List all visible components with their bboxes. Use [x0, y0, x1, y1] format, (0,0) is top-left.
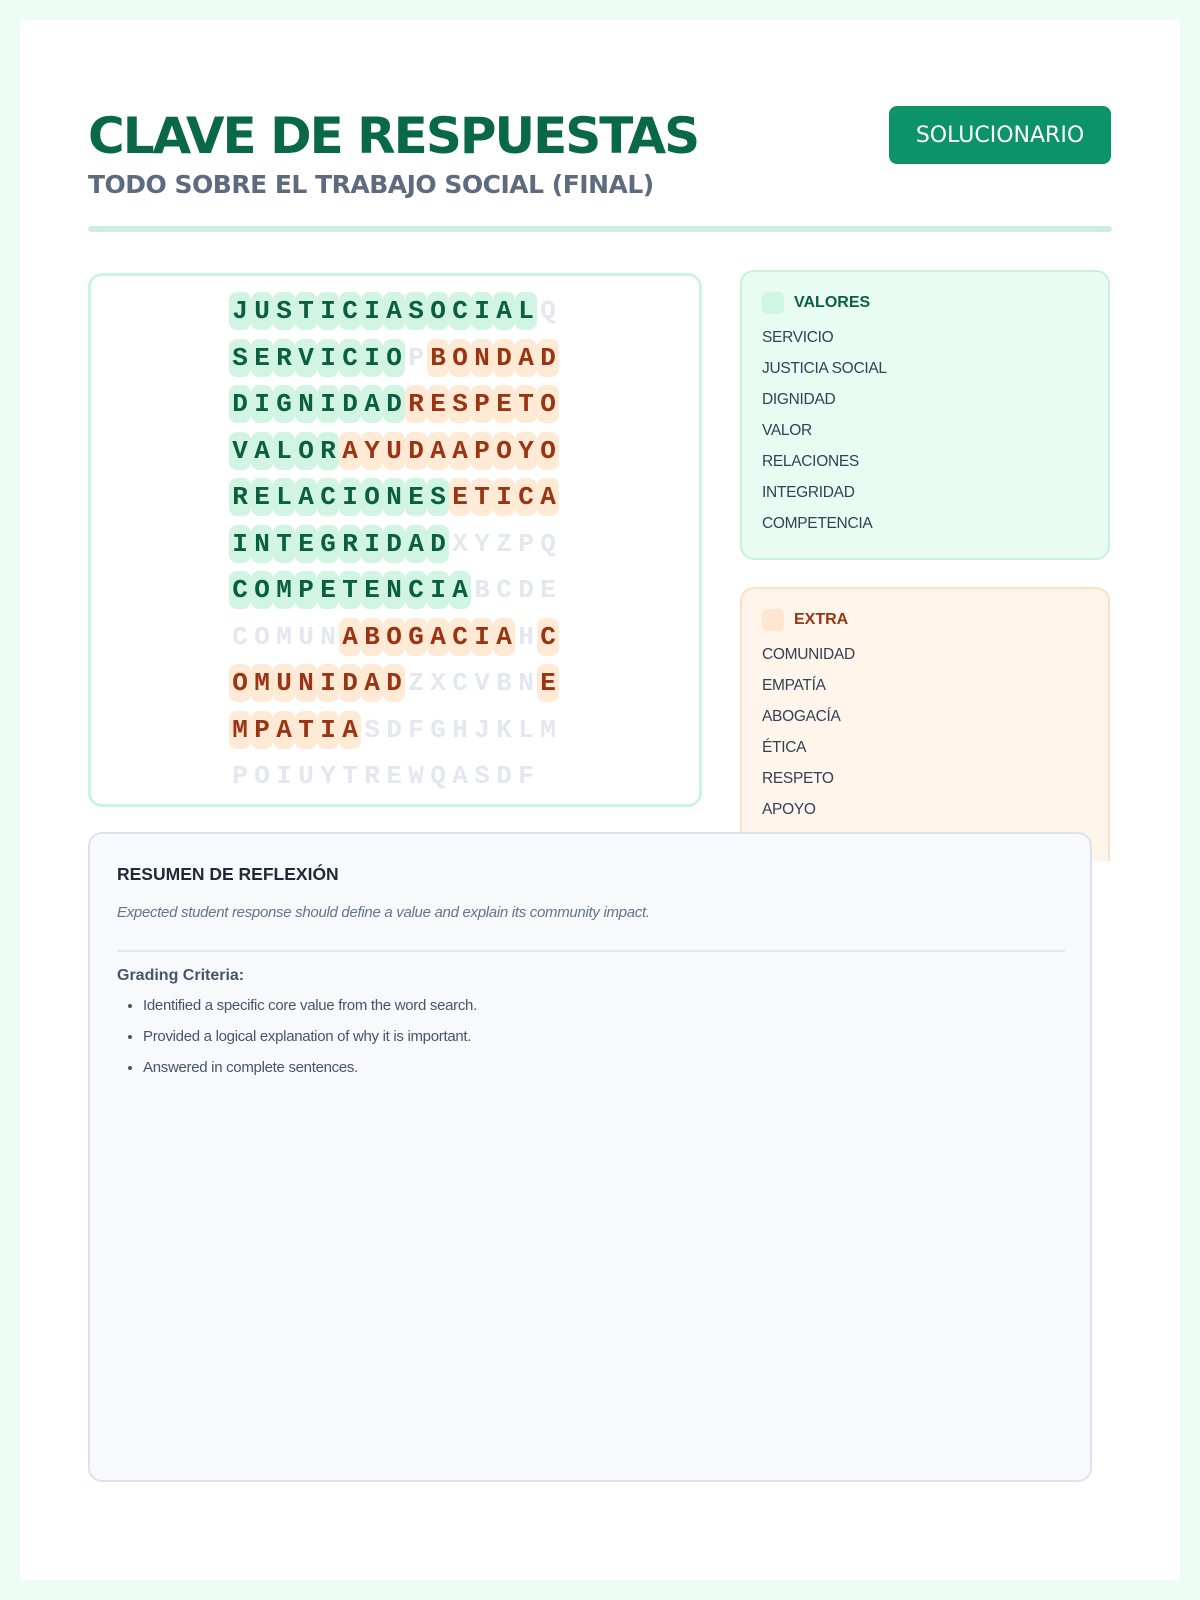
- grid-cell: B: [361, 618, 383, 656]
- grid-cell: R: [339, 525, 361, 563]
- reflection-divider: [117, 950, 1065, 952]
- grid-cell: V: [474, 668, 490, 699]
- valores-header: [762, 292, 870, 314]
- grid-cell: K: [496, 714, 512, 745]
- grid-cell: T: [471, 478, 493, 516]
- grid-cell: I: [251, 385, 273, 423]
- grid-row: [229, 660, 559, 707]
- grid-cell: Y: [474, 528, 490, 559]
- word-search-panel: [88, 273, 702, 807]
- grid-cell: A: [449, 432, 471, 470]
- grid-cell: C: [537, 618, 559, 656]
- grid-cell: O: [537, 432, 559, 470]
- grid-cell: H: [518, 621, 534, 652]
- grid-cell: C: [229, 571, 251, 609]
- grid-cell: P: [471, 385, 493, 423]
- grid-cell: J: [474, 714, 490, 745]
- grid-cell: E: [386, 761, 402, 792]
- grid-cell: A: [273, 711, 295, 749]
- grid-cell: E: [493, 385, 515, 423]
- reflection-title: RESUMEN DE REFLEXIÓN: [117, 864, 339, 884]
- grid-cell: J: [229, 292, 251, 330]
- grid-cell: R: [273, 339, 295, 377]
- grid-cell: S: [273, 292, 295, 330]
- grid-cell: T: [295, 292, 317, 330]
- grid-cell: G: [405, 618, 427, 656]
- grid-cell: I: [361, 525, 383, 563]
- grid-cell: P: [408, 342, 424, 373]
- grid-cell: R: [405, 385, 427, 423]
- grid-cell: E: [251, 339, 273, 377]
- grid-cell: O: [361, 478, 383, 516]
- grid-cell: R: [229, 478, 251, 516]
- grid-cell: P: [518, 528, 534, 559]
- valores-panel: [740, 270, 1110, 560]
- grid-cell: E: [405, 478, 427, 516]
- grid-cell: N: [383, 478, 405, 516]
- grid-cell: C: [452, 668, 468, 699]
- grid-cell: I: [317, 664, 339, 702]
- grid-cell: Z: [496, 528, 512, 559]
- extra-header: [762, 609, 848, 631]
- grid-cell: I: [317, 711, 339, 749]
- grid-cell: E: [537, 664, 559, 702]
- list-item: COMUNIDAD: [762, 646, 855, 663]
- grid-cell: U: [298, 621, 314, 652]
- grid-cell: O: [295, 432, 317, 470]
- list-item: JUSTICIA SOCIAL: [762, 360, 887, 377]
- grid-cell: T: [342, 761, 358, 792]
- grid-cell: C: [339, 292, 361, 330]
- grid-row: [229, 521, 559, 568]
- grid-cell: O: [383, 618, 405, 656]
- grid-cell: I: [471, 618, 493, 656]
- grid-cell: I: [493, 478, 515, 516]
- grid-cell: Q: [540, 296, 556, 327]
- grid-cell: A: [361, 664, 383, 702]
- grid-cell: A: [493, 618, 515, 656]
- grid-cell: M: [273, 571, 295, 609]
- grid-cell: S: [474, 761, 490, 792]
- grid-cell: E: [449, 478, 471, 516]
- grid-cell: A: [493, 292, 515, 330]
- grid-cell: S: [364, 714, 380, 745]
- grid-cell: Q: [540, 528, 556, 559]
- extra-swatch: [762, 609, 784, 631]
- grid-cell: N: [295, 385, 317, 423]
- grid-cell: S: [427, 478, 449, 516]
- grid-row: [229, 567, 559, 614]
- grid-cell: X: [452, 528, 468, 559]
- grid-cell: D: [386, 714, 402, 745]
- grid-cell: I: [427, 571, 449, 609]
- grid-cell: V: [295, 339, 317, 377]
- criteria-item: • Identified a specific core value from the word search.: [143, 997, 477, 1028]
- grid-cell: A: [427, 432, 449, 470]
- grid-cell: Z: [408, 668, 424, 699]
- grid-row: [229, 707, 559, 754]
- list-item: DIGNIDAD: [762, 391, 836, 408]
- grid-cell: N: [471, 339, 493, 377]
- grid-cell: U: [273, 664, 295, 702]
- grid-cell: A: [515, 339, 537, 377]
- criteria-title: Grading Criteria:: [117, 967, 245, 984]
- grid-cell: E: [540, 575, 556, 606]
- grid-cell: Y: [515, 432, 537, 470]
- grid-row: [229, 428, 559, 475]
- grid-cell: S: [405, 292, 427, 330]
- grid-cell: G: [317, 525, 339, 563]
- extra-word-list: [762, 646, 855, 832]
- grid-cell: F: [518, 761, 534, 792]
- list-item: APOYO: [762, 801, 816, 818]
- grid-cell: B: [474, 575, 490, 606]
- grid-cell: P: [471, 432, 493, 470]
- list-item: RESPETO: [762, 770, 834, 787]
- grid-cell: M: [229, 711, 251, 749]
- list-item: INTEGRIDAD: [762, 484, 855, 501]
- grid-cell: D: [383, 664, 405, 702]
- grid-cell: D: [383, 525, 405, 563]
- grid-cell: O: [427, 292, 449, 330]
- extra-title: EXTRA: [794, 611, 849, 628]
- grid-cell: D: [405, 432, 427, 470]
- grid-cell: T: [515, 385, 537, 423]
- grid-row: [229, 753, 559, 800]
- grid-cell: I: [361, 339, 383, 377]
- criteria-item: • Answered in complete sentences.: [143, 1059, 477, 1090]
- grid-cell: Y: [361, 432, 383, 470]
- reflection-summary: [88, 832, 1092, 1482]
- grid-cell: G: [430, 714, 446, 745]
- grid-cell: F: [408, 714, 424, 745]
- grid-cell: A: [361, 385, 383, 423]
- criteria-list: [117, 997, 477, 1090]
- grid-cell: A: [251, 432, 273, 470]
- grid-cell: Q: [430, 761, 446, 792]
- grid-cell: D: [537, 339, 559, 377]
- grid-cell: N: [295, 664, 317, 702]
- grid-cell: A: [427, 618, 449, 656]
- grid-cell: A: [452, 761, 468, 792]
- grid-cell: I: [339, 478, 361, 516]
- grid-cell: V: [229, 432, 251, 470]
- grid-cell: N: [251, 525, 273, 563]
- grid-row: [229, 474, 559, 521]
- grid-cell: E: [317, 571, 339, 609]
- grid-cell: A: [339, 432, 361, 470]
- grid-cell: L: [518, 714, 534, 745]
- grid-cell: I: [317, 385, 339, 423]
- grid-cell: D: [339, 664, 361, 702]
- grid-cell: D: [383, 385, 405, 423]
- list-item: ABOGACÍA: [762, 708, 841, 725]
- grid-cell: I: [471, 292, 493, 330]
- valores-title: VALORES: [794, 294, 871, 311]
- grid-cell: D: [427, 525, 449, 563]
- grid-cell: M: [276, 621, 292, 652]
- grid-cell: L: [515, 292, 537, 330]
- grid-cell: I: [361, 292, 383, 330]
- grid-cell: O: [493, 432, 515, 470]
- grid-cell: A: [449, 571, 471, 609]
- grid-cell: E: [295, 525, 317, 563]
- grid-cell: O: [254, 761, 270, 792]
- grid-cell: X: [430, 668, 446, 699]
- grid-cell: Y: [320, 761, 336, 792]
- list-item: ÉTICA: [762, 739, 807, 756]
- grid-cell: C: [496, 575, 512, 606]
- grid-cell: O: [229, 664, 251, 702]
- grid-cell: E: [251, 478, 273, 516]
- answer-key-page: [20, 20, 1180, 1580]
- grid-cell: O: [383, 339, 405, 377]
- grid-cell: G: [273, 385, 295, 423]
- grid-cell: M: [251, 664, 273, 702]
- reflection-note: Expected student response should define a value and explain its community impact.: [117, 904, 650, 921]
- grid-cell: A: [339, 711, 361, 749]
- list-item: RELACIONES: [762, 453, 859, 470]
- grid-cell: D: [496, 761, 512, 792]
- grid-cell: T: [339, 571, 361, 609]
- grid-row: [229, 614, 559, 661]
- grid-cell: I: [317, 339, 339, 377]
- grid-cell: T: [295, 711, 317, 749]
- grid-cell: E: [361, 571, 383, 609]
- list-item: COMPETENCIA: [762, 515, 873, 532]
- grid-cell: H: [452, 714, 468, 745]
- grid-cell: I: [317, 292, 339, 330]
- grid-row: [229, 381, 559, 428]
- grid-cell: N: [320, 621, 336, 652]
- grid-cell: C: [449, 618, 471, 656]
- grid-cell: O: [254, 621, 270, 652]
- extra-panel: [740, 587, 1110, 861]
- valores-word-list: [762, 329, 887, 546]
- page-title: CLAVE DE RESPUESTAS: [88, 107, 699, 165]
- list-item: VALOR: [762, 422, 812, 439]
- grid-cell: D: [493, 339, 515, 377]
- grid-cell: I: [229, 525, 251, 563]
- valores-swatch: [762, 292, 784, 314]
- grid-cell: D: [339, 385, 361, 423]
- grid-cell: U: [298, 761, 314, 792]
- grid-cell: C: [232, 621, 248, 652]
- grid-cell: A: [339, 618, 361, 656]
- grid-cell: D: [229, 385, 251, 423]
- grid-cell: A: [405, 525, 427, 563]
- grid-cell: R: [364, 761, 380, 792]
- grid-cell: L: [273, 432, 295, 470]
- list-item: SERVICIO: [762, 329, 834, 346]
- grid-cell: C: [339, 339, 361, 377]
- grid-cell: C: [405, 571, 427, 609]
- grid-cell: O: [449, 339, 471, 377]
- grid-cell: P: [295, 571, 317, 609]
- grid-cell: A: [383, 292, 405, 330]
- grid-cell: O: [251, 571, 273, 609]
- grid-cell: B: [427, 339, 449, 377]
- grid-cell: B: [496, 668, 512, 699]
- grid-cell: M: [540, 714, 556, 745]
- grid-cell: A: [537, 478, 559, 516]
- word-search-grid: [229, 288, 559, 800]
- grid-cell: P: [232, 761, 248, 792]
- grid-cell: C: [317, 478, 339, 516]
- grid-cell: L: [273, 478, 295, 516]
- grid-row: [229, 288, 559, 335]
- grid-cell: P: [251, 711, 273, 749]
- page-subtitle: TODO SOBRE EL TRABAJO SOCIAL (FINAL): [88, 170, 654, 199]
- grid-cell: C: [449, 292, 471, 330]
- grid-cell: N: [518, 668, 534, 699]
- grid-cell: T: [273, 525, 295, 563]
- grid-cell: S: [229, 339, 251, 377]
- grid-cell: R: [317, 432, 339, 470]
- grid-cell: W: [408, 761, 424, 792]
- solucionario-badge[interactable]: SOLUCIONARIO: [889, 106, 1111, 164]
- header-divider: [88, 226, 1112, 232]
- grid-cell: U: [383, 432, 405, 470]
- grid-cell: N: [383, 571, 405, 609]
- list-item: EMPATÍA: [762, 677, 826, 694]
- grid-cell: U: [251, 292, 273, 330]
- grid-row: [229, 335, 559, 382]
- grid-cell: A: [295, 478, 317, 516]
- grid-cell: O: [537, 385, 559, 423]
- grid-cell: S: [449, 385, 471, 423]
- grid-cell: E: [427, 385, 449, 423]
- grid-cell: D: [518, 575, 534, 606]
- criteria-item: • Provided a logical explanation of why it is important.: [143, 1028, 477, 1059]
- grid-cell: C: [515, 478, 537, 516]
- grid-cell: I: [276, 761, 292, 792]
